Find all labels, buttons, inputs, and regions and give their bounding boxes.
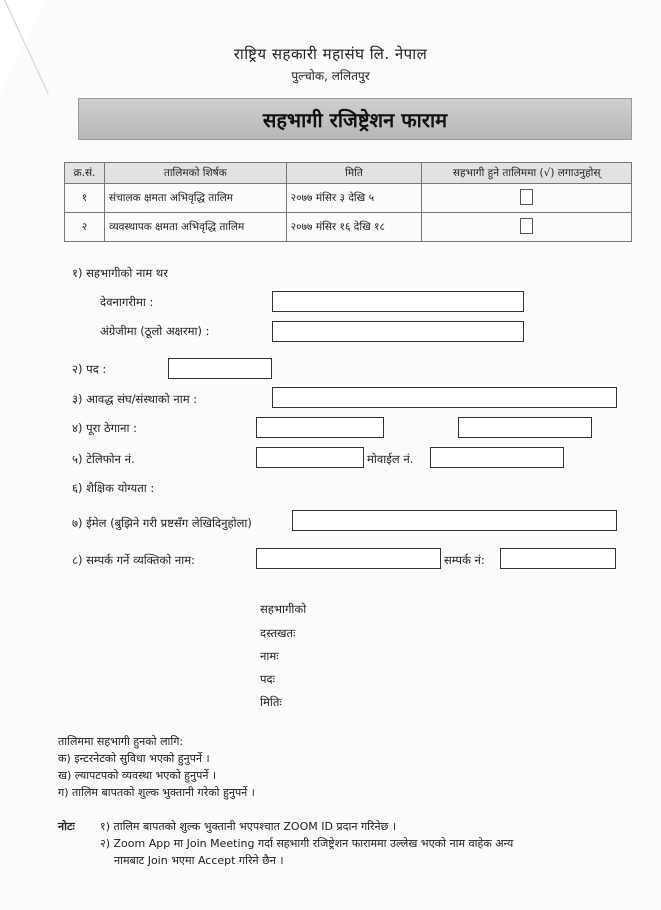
checkbox-cell	[422, 184, 632, 213]
column-header: क्र.सं.	[65, 163, 105, 184]
name-devanagari-input[interactable]	[272, 291, 524, 312]
row-serial: २	[65, 213, 105, 242]
requirement-item: ग) तालिम बापतको शुल्क भुक्तानी गरेको हुनुपर्ने ।	[58, 786, 255, 799]
contact-person-label: ८) सम्पर्क गर्ने व्यक्तिको नाम:	[72, 553, 195, 567]
name-english-input[interactable]	[272, 321, 524, 342]
row-title: संचालक क्षमता अभिवृद्धि तालिम	[104, 184, 286, 213]
organization-label: ३) आवद्ध संघ/संस्थाको नाम :	[72, 392, 198, 406]
note-item: नामबाट Join भएमा Accept गरिने छैन ।	[114, 854, 284, 867]
requirements-heading: तालिममा सहभागी हुनको लागि:	[58, 735, 184, 748]
contact-person-input[interactable]	[256, 548, 441, 569]
row-date: २०७७ मंसिर १६ देखि १८	[286, 213, 422, 242]
organization-name: राष्ट्रिय सहकारी महासंघ लि. नेपाल	[233, 45, 428, 63]
mobile-label: मोवाईल नं.	[367, 452, 414, 466]
table-row	[65, 213, 632, 242]
participant-name-label: १) सहभागीको नाम थर	[72, 266, 168, 280]
row-serial: १	[65, 184, 105, 213]
address-label: ४) पूरा ठेगाना :	[72, 421, 138, 435]
training-2-checkbox[interactable]	[520, 218, 533, 234]
row-date: २०७७ मंसिर ३ देखि ५	[286, 184, 422, 213]
requirement-item: क) इन्टरनेटको सुविधा भएको हुनुपर्ने ।	[58, 752, 210, 765]
training-1-checkbox[interactable]	[520, 189, 533, 205]
signature-label: दस्तखतः	[260, 626, 296, 640]
signature-name-label: नामः	[260, 649, 279, 663]
signature-date-label: मितिः	[260, 695, 282, 709]
telephone-input[interactable]	[256, 447, 364, 468]
signature-participant-label: सहभागीको	[260, 602, 307, 616]
telephone-label: ५) टेलिफोन नं.	[72, 452, 135, 466]
column-header: तालिमको शिर्षक	[104, 163, 286, 184]
mobile-input[interactable]	[430, 447, 564, 468]
column-header: सहभागी हुने तालिममा (√) लगाउनुहोस्	[422, 163, 632, 184]
signature-post-label: पदः	[260, 672, 275, 686]
post-label: २) पद :	[72, 362, 107, 376]
checkbox-cell	[422, 213, 632, 242]
form-title: सहभागी रजिष्ट्रेशन फाराम	[262, 108, 448, 132]
row-title: व्यवस्थापक क्षमता अभिवृद्धि तालिम	[104, 213, 286, 242]
column-header: मिति	[286, 163, 422, 184]
name-english-label: अंग्रेजीमा (ठूलो अक्षरमा) :	[100, 324, 210, 338]
table-row	[65, 184, 632, 213]
address-input-1[interactable]	[256, 417, 384, 438]
organization-address: पुल्चोक, ललितपुर	[291, 69, 370, 83]
note-item: १) तालिम बापतको शुल्क भुक्तानी भएपश्चात ZOOM ID प्रदान गरिनेछ ।	[100, 820, 396, 833]
name-devanagari-label: देवनागरीमा :	[100, 295, 154, 309]
form-title-band	[78, 98, 632, 140]
requirement-item: ख) ल्यापटपको व्यवस्था भएको हुनुपर्ने ।	[58, 769, 217, 782]
education-label: ६) शैक्षिक योग्यता :	[72, 481, 155, 495]
email-input[interactable]	[292, 510, 617, 531]
contact-number-input[interactable]	[500, 548, 616, 569]
organization-input[interactable]	[272, 387, 617, 408]
table-header-row	[65, 163, 632, 184]
notes-label: नोटः	[58, 820, 75, 833]
contact-number-label: सम्पर्क नं:	[444, 553, 485, 567]
note-item: २) Zoom App मा Join Meeting गर्दा सहभागी रजिष्ट्रेशन फाराममा उल्लेख भएको नाम वाहेक अन्य	[100, 837, 514, 850]
email-label: ७) ईमेल (बुझिने गरी प्रष्टसँग लेखिदिनुहोला)	[72, 516, 252, 530]
training-table	[64, 162, 632, 242]
post-input[interactable]	[168, 358, 272, 379]
address-input-2[interactable]	[458, 417, 592, 438]
